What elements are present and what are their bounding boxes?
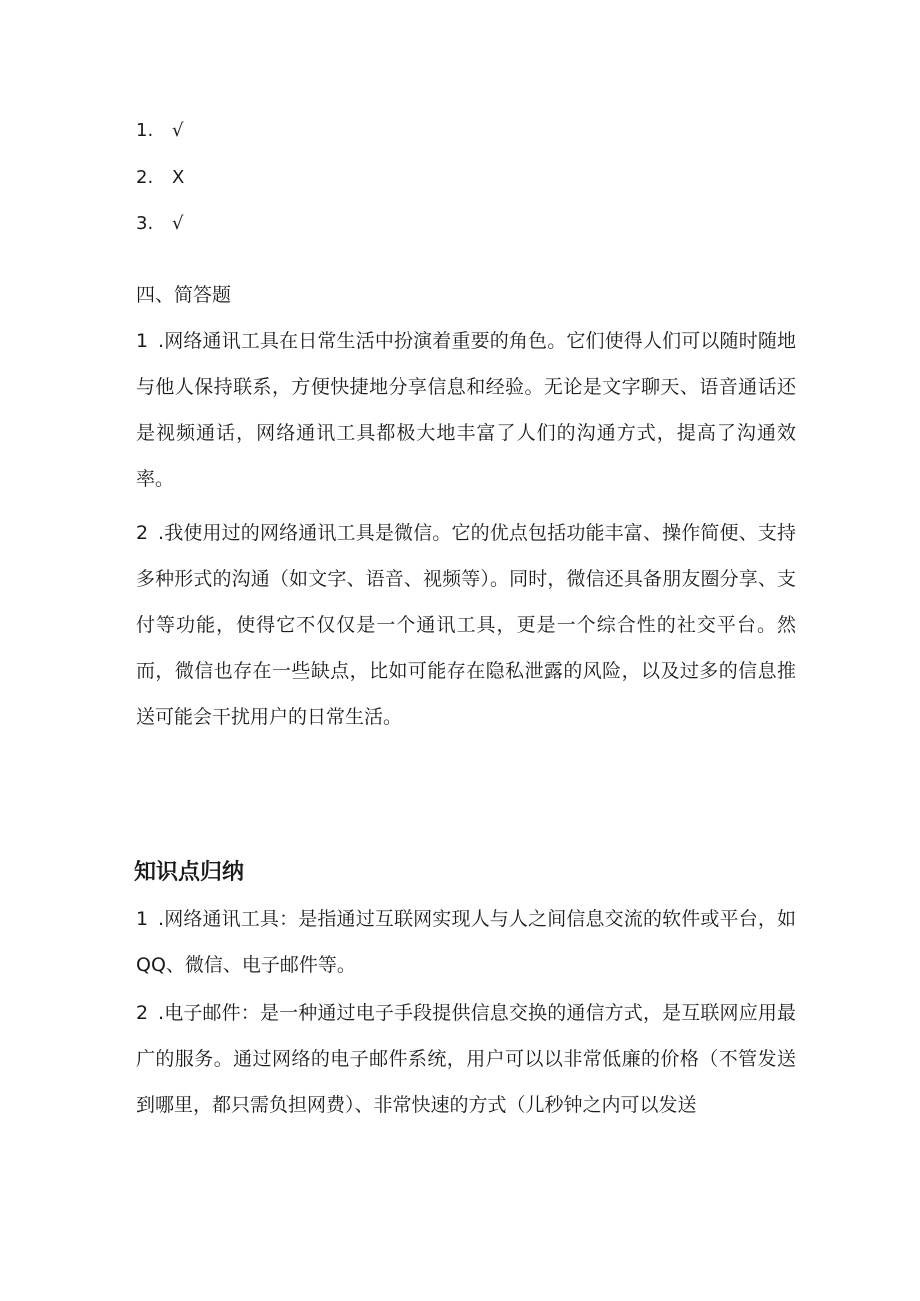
answer-mark: √ [172, 213, 184, 234]
answer-number: 1. [136, 120, 154, 141]
item-text: .电子邮件：是一种通过电子手段提供信息交换的通信方式，是互联网应用最广的服务。通过网络的电子邮件系统，用户可以以非常低廉的价格（不管发送到哪里，都只需负担网费）、非常快速的方式（儿秒钟之内可以发送 [136, 1002, 796, 1116]
answer-number: 3. [136, 213, 154, 234]
answer-mark: X [172, 167, 185, 188]
item-number: 2 [136, 522, 149, 544]
answer-number: 2. [136, 167, 154, 188]
answer-line-3 [136, 212, 183, 236]
item-number: 1 [136, 330, 149, 352]
item-text: .网络通讯工具：是指通过互联网实现人与人之间信息交流的软件或平台，如QQ、微信、电子邮件等。 [136, 908, 796, 976]
item-text: .我使用过的网络通讯工具是微信。它的优点包括功能丰富、操作简便、支持多种形式的沟通（如文字、语音、视频等）。同时，微信还具备朋友圈分享、支付等功能，使得它不仅仅是一个通讯工具，更是一个综合性的社交平台。然而，微信也存在一些缺点，比如可能存在隐私泄露的风险，以及过多的信息推送可能会干扰用户的日常生活。 [136, 522, 796, 728]
knowledge-item-2 [136, 990, 796, 1128]
knowledge-heading: 知识点归纳 [134, 860, 245, 885]
item-number: 2 [136, 1002, 149, 1024]
answer-mark: √ [172, 120, 184, 141]
answer-line-2 [136, 166, 184, 190]
short-answer-item-2 [136, 510, 796, 740]
short-answer-item-1 [136, 318, 796, 502]
short-answer-heading: 四、简答题 [136, 284, 232, 306]
item-number: 1 [136, 908, 149, 930]
answer-line-1 [136, 119, 183, 143]
item-text: .网络通讯工具在日常生活中扮演着重要的角色。它们使得人们可以随时随地与他人保持联系，方便快捷地分享信息和经验。无论是文字聊天、语音通话还是视频通话，网络通讯工具都极大地丰富了人们的沟通方式，提高了沟通效率。 [136, 330, 796, 490]
knowledge-item-1 [136, 896, 796, 988]
